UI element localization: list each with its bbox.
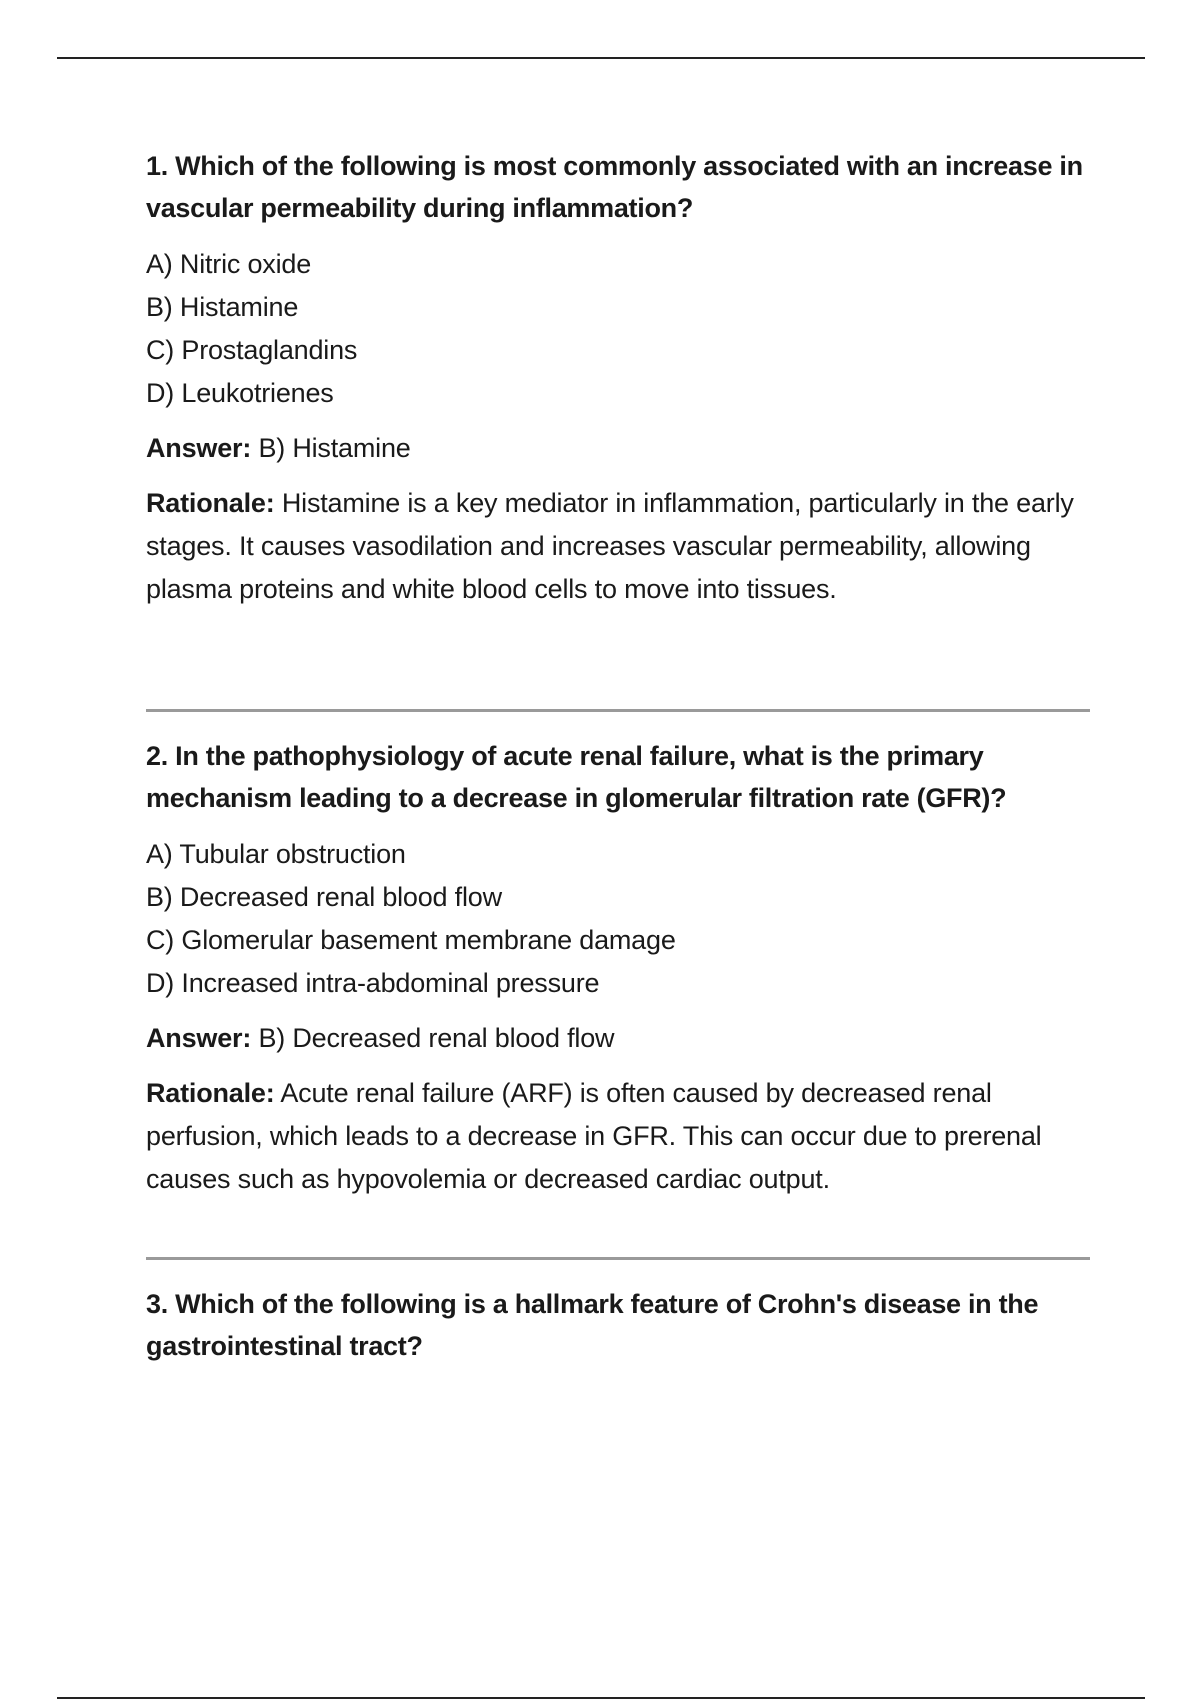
page-bottom-rule <box>57 1697 1145 1699</box>
rationale-text: Acute renal failure (ARF) is often caused by decreased renal perfusion, which leads to a decrease in GFR. This can occur due to prerenal causes such as hypovolemia or decreased cardiac output. <box>146 1078 1042 1194</box>
question-block-1 <box>146 145 1096 611</box>
answer-value: B) Decreased renal blood flow <box>258 1023 615 1053</box>
question-block-3 <box>146 1283 1096 1367</box>
option-item: A) Nitric oxide <box>146 249 312 279</box>
answer-line <box>146 1017 1096 1060</box>
answer-label: Answer: <box>146 433 252 463</box>
option-item: B) Histamine <box>146 292 299 322</box>
rationale-paragraph <box>146 482 1096 611</box>
option-list <box>146 833 1096 1005</box>
answer-value: B) Histamine <box>258 433 411 463</box>
option-item: B) Decreased renal blood flow <box>146 882 502 912</box>
question-block-2 <box>146 735 1096 1201</box>
rationale-text: Histamine is a key mediator in inflammation, particularly in the early stages. It causes vasodilation and increases vascular permeability, allowing plasma proteins and white blood cells to move into tissues. <box>146 488 1074 604</box>
option-item: D) Leukotrienes <box>146 378 334 408</box>
page-top-rule <box>57 57 1145 59</box>
answer-line <box>146 427 1096 470</box>
option-item: C) Prostaglandins <box>146 335 358 365</box>
rationale-paragraph <box>146 1072 1096 1201</box>
question-text: 2. In the pathophysiology of acute renal failure, what is the primary mechanism leading to a decrease in glomerular filtration rate (GFR)? <box>146 741 1007 813</box>
question-separator <box>146 1257 1090 1260</box>
question-text: 1. Which of the following is most commonly associated with an increase in vascular permeability during inflammation? <box>146 151 1083 223</box>
rationale-label: Rationale: <box>146 1078 275 1108</box>
option-item: A) Tubular obstruction <box>146 839 406 869</box>
option-item: D) Increased intra-abdominal pressure <box>146 968 600 998</box>
rationale-label: Rationale: <box>146 488 275 518</box>
option-item: C) Glomerular basement membrane damage <box>146 925 676 955</box>
question-separator <box>146 709 1090 712</box>
answer-label: Answer: <box>146 1023 252 1053</box>
option-list <box>146 243 1096 415</box>
question-text: 3. Which of the following is a hallmark feature of Crohn's disease in the gastrointestinal tract? <box>146 1289 1039 1361</box>
